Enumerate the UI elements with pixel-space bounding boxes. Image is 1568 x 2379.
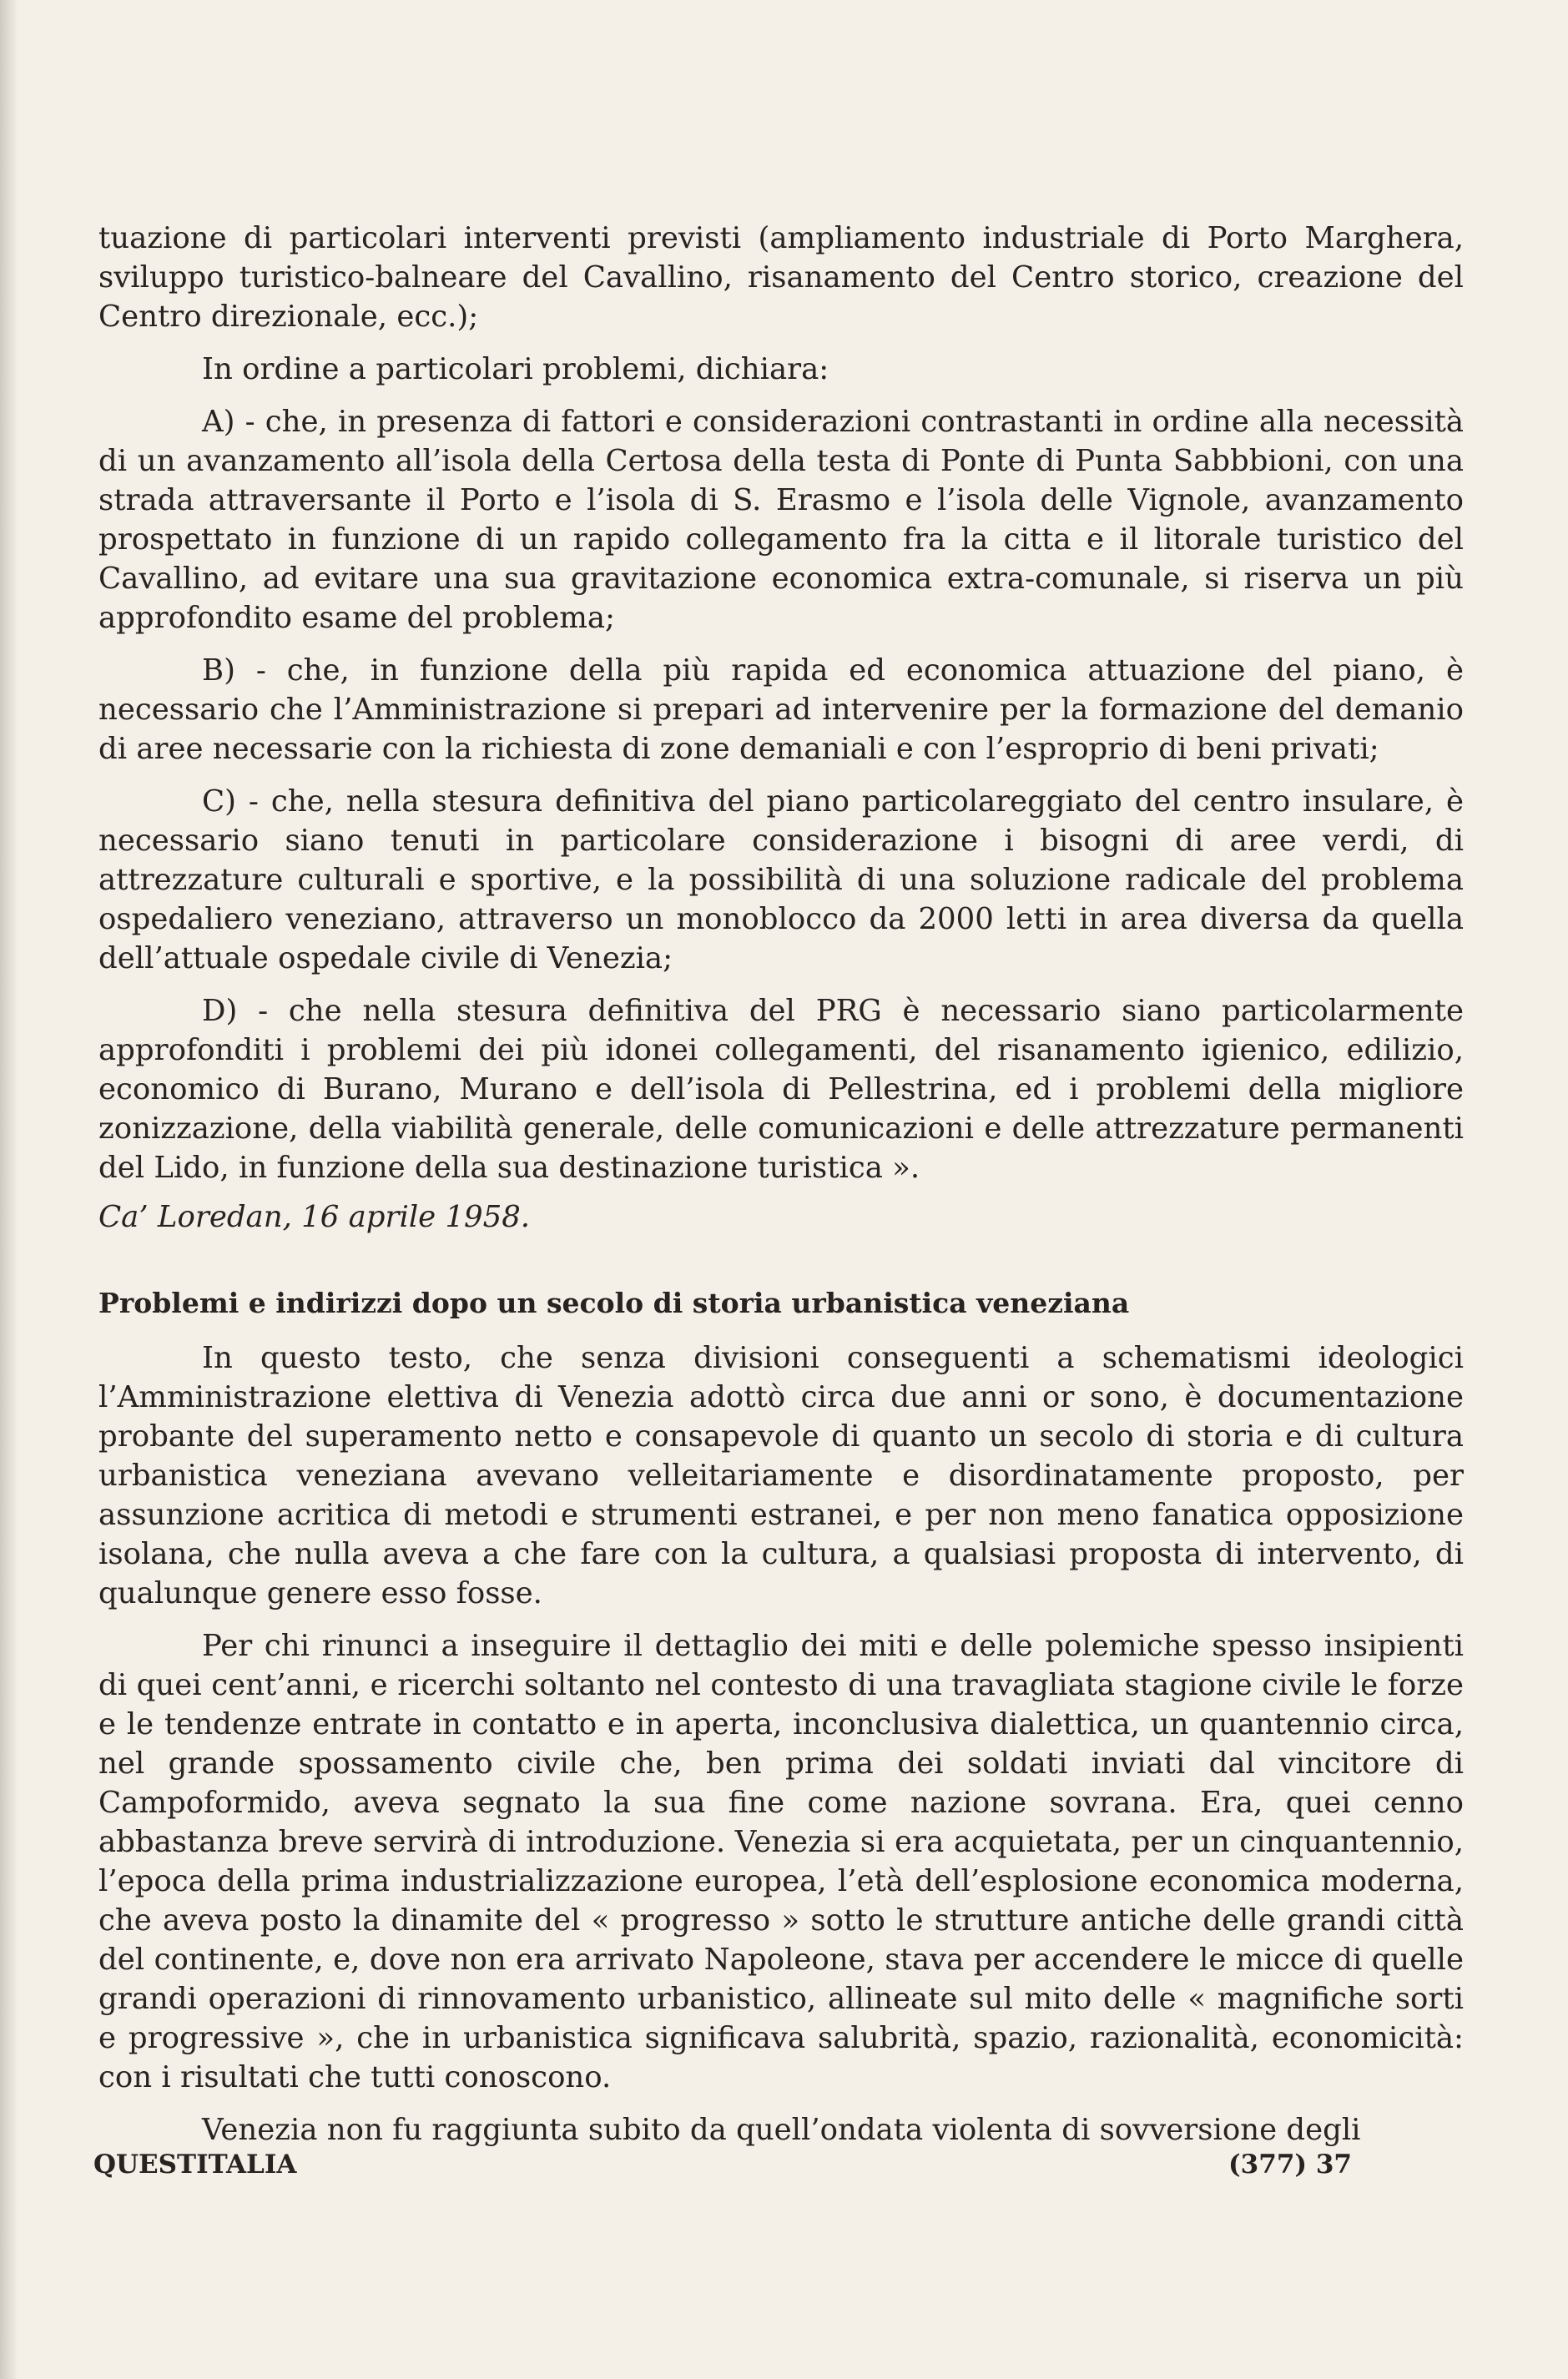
date-line: Ca’ Loredan, 16 aprile 1958. — [98, 1200, 531, 1234]
text-column — [98, 219, 1464, 2163]
section-heading: Problemi e indirizzi dopo un secolo di storia urbanistica veneziana — [98, 1287, 1130, 1319]
paragraph-d: D) - che nella stesura definitiva del PRG è necessario siano particolarmente approfonditi i problemi dei più idonei collegamenti, del risanamento igienico, edilizio, economico di Burano, Murano e dell’isola di Pellestrina, ed i problemi della migliore zonizzazione, della viabilità generale, delle comunicazioni e delle attrezzature permanenti del Lido, in funzione della sua destinazione turistica ». — [98, 994, 1464, 1185]
paragraph-closing: Venezia non fu raggiunta subito da quell’ondata violenta di sovversione degli — [202, 2113, 1361, 2147]
journal-name: QUESTITALIA — [93, 2150, 297, 2180]
page-footer — [93, 2150, 1352, 2180]
paragraph-history: Per chi rinunci a inseguire il dettaglio dei miti e delle polemiche spesso insipienti di quei cent’anni, e ricerchi soltanto nel contesto di una travagliata stagione civile le forze e le tendenze entrate in contatto e in aperta, inconclusiva dialettica, un quantennio circa, nel grande spossamento civile che, ben prima dei soldati inviati dal vincitore di Campoformido, aveva segnato la sua fine come nazione sovrana. Era, quei cenno abbastanza breve servirà di introduzione. Venezia si era acquietata, per un cinquantennio, l’epoca della prima industrializzazione europea, l’età dell’esplosione economica moderna, che aveva posto la dinamite del « progresso » sotto le strutture antiche delle grandi città del continente, e, dove non era arrivato Napoleone, stava per accendere le micce di quelle grandi operazioni di rinnovamento urbanistico, allineate sul mito delle « magnifiche sorti e progressive », che in urbanistica significava salubrità, spazio, razionalità, economicità: con i risultati che tutti conoscono. — [98, 1629, 1464, 2094]
paragraph-2: In ordine a particolari problemi, dichiara: — [202, 352, 829, 386]
paragraph-a: A) - che, in presenza di fattori e considerazioni contrastanti in ordine alla necessità di un avanzamento all’isola della Certosa della testa di Ponte di Punta Sabbbioni, con una strada attraversante il Porto e l’isola di S. Erasmo e l’isola delle Vignole, avanzamento prospettato in funzione di un rapido collegamento fra la citta e il litorale turistico del Cavallino, ad evitare una sua gravitazione economica extra-comunale, si riserva un più approfondito esame del problema; — [98, 405, 1464, 635]
paragraph-c: C) - che, nella stesura definitiva del piano particolareggiato del centro insulare, è necessario siano tenuti in particolare considerazione i bisogni di aree verdi, di attrezzature culturali e sportive, e la possibilità di una soluzione radicale del problema ospedaliero veneziano, attraverso un monoblocco da 2000 letti in area diversa da quella dell’attuale ospedale civile di Venezia; — [98, 784, 1464, 975]
page-number: (377) 37 — [1228, 2150, 1352, 2180]
paragraph-intro: In questo testo, che senza divisioni conseguenti a schematismi ideologici l’Amministrazione elettiva di Venezia adottò circa due anni or sono, è documentazione probante del superamento netto e consapevole di quanto un secolo di storia e di cultura urbanistica veneziana avevano velleitariamente e disordinatamente proposto, per assunzione acritica di metodi e strumenti estranei, e per non meno fanatica opposizione isolana, che nulla aveva a che fare con la cultura, a qualsiasi proposta di intervento, di qualunque genere esso fosse. — [98, 1341, 1464, 1610]
paragraph-b: B) - che, in funzione della più rapida ed economica attuazione del piano, è necessario che l’Amministrazione si prepari ad intervenire per la formazione del demanio di aree necessarie con la richiesta di zone demaniali e con l’esproprio di beni privati; — [98, 653, 1464, 766]
paragraph-1: tuazione di particolari interventi previsti (ampliamento industriale di Porto Marghera, sviluppo turistico-balneare del Cavallino, risanamento del Centro storico, creazione del Centro direzionale, ecc.); — [98, 221, 1464, 334]
page-edge-shadow — [0, 0, 18, 2379]
